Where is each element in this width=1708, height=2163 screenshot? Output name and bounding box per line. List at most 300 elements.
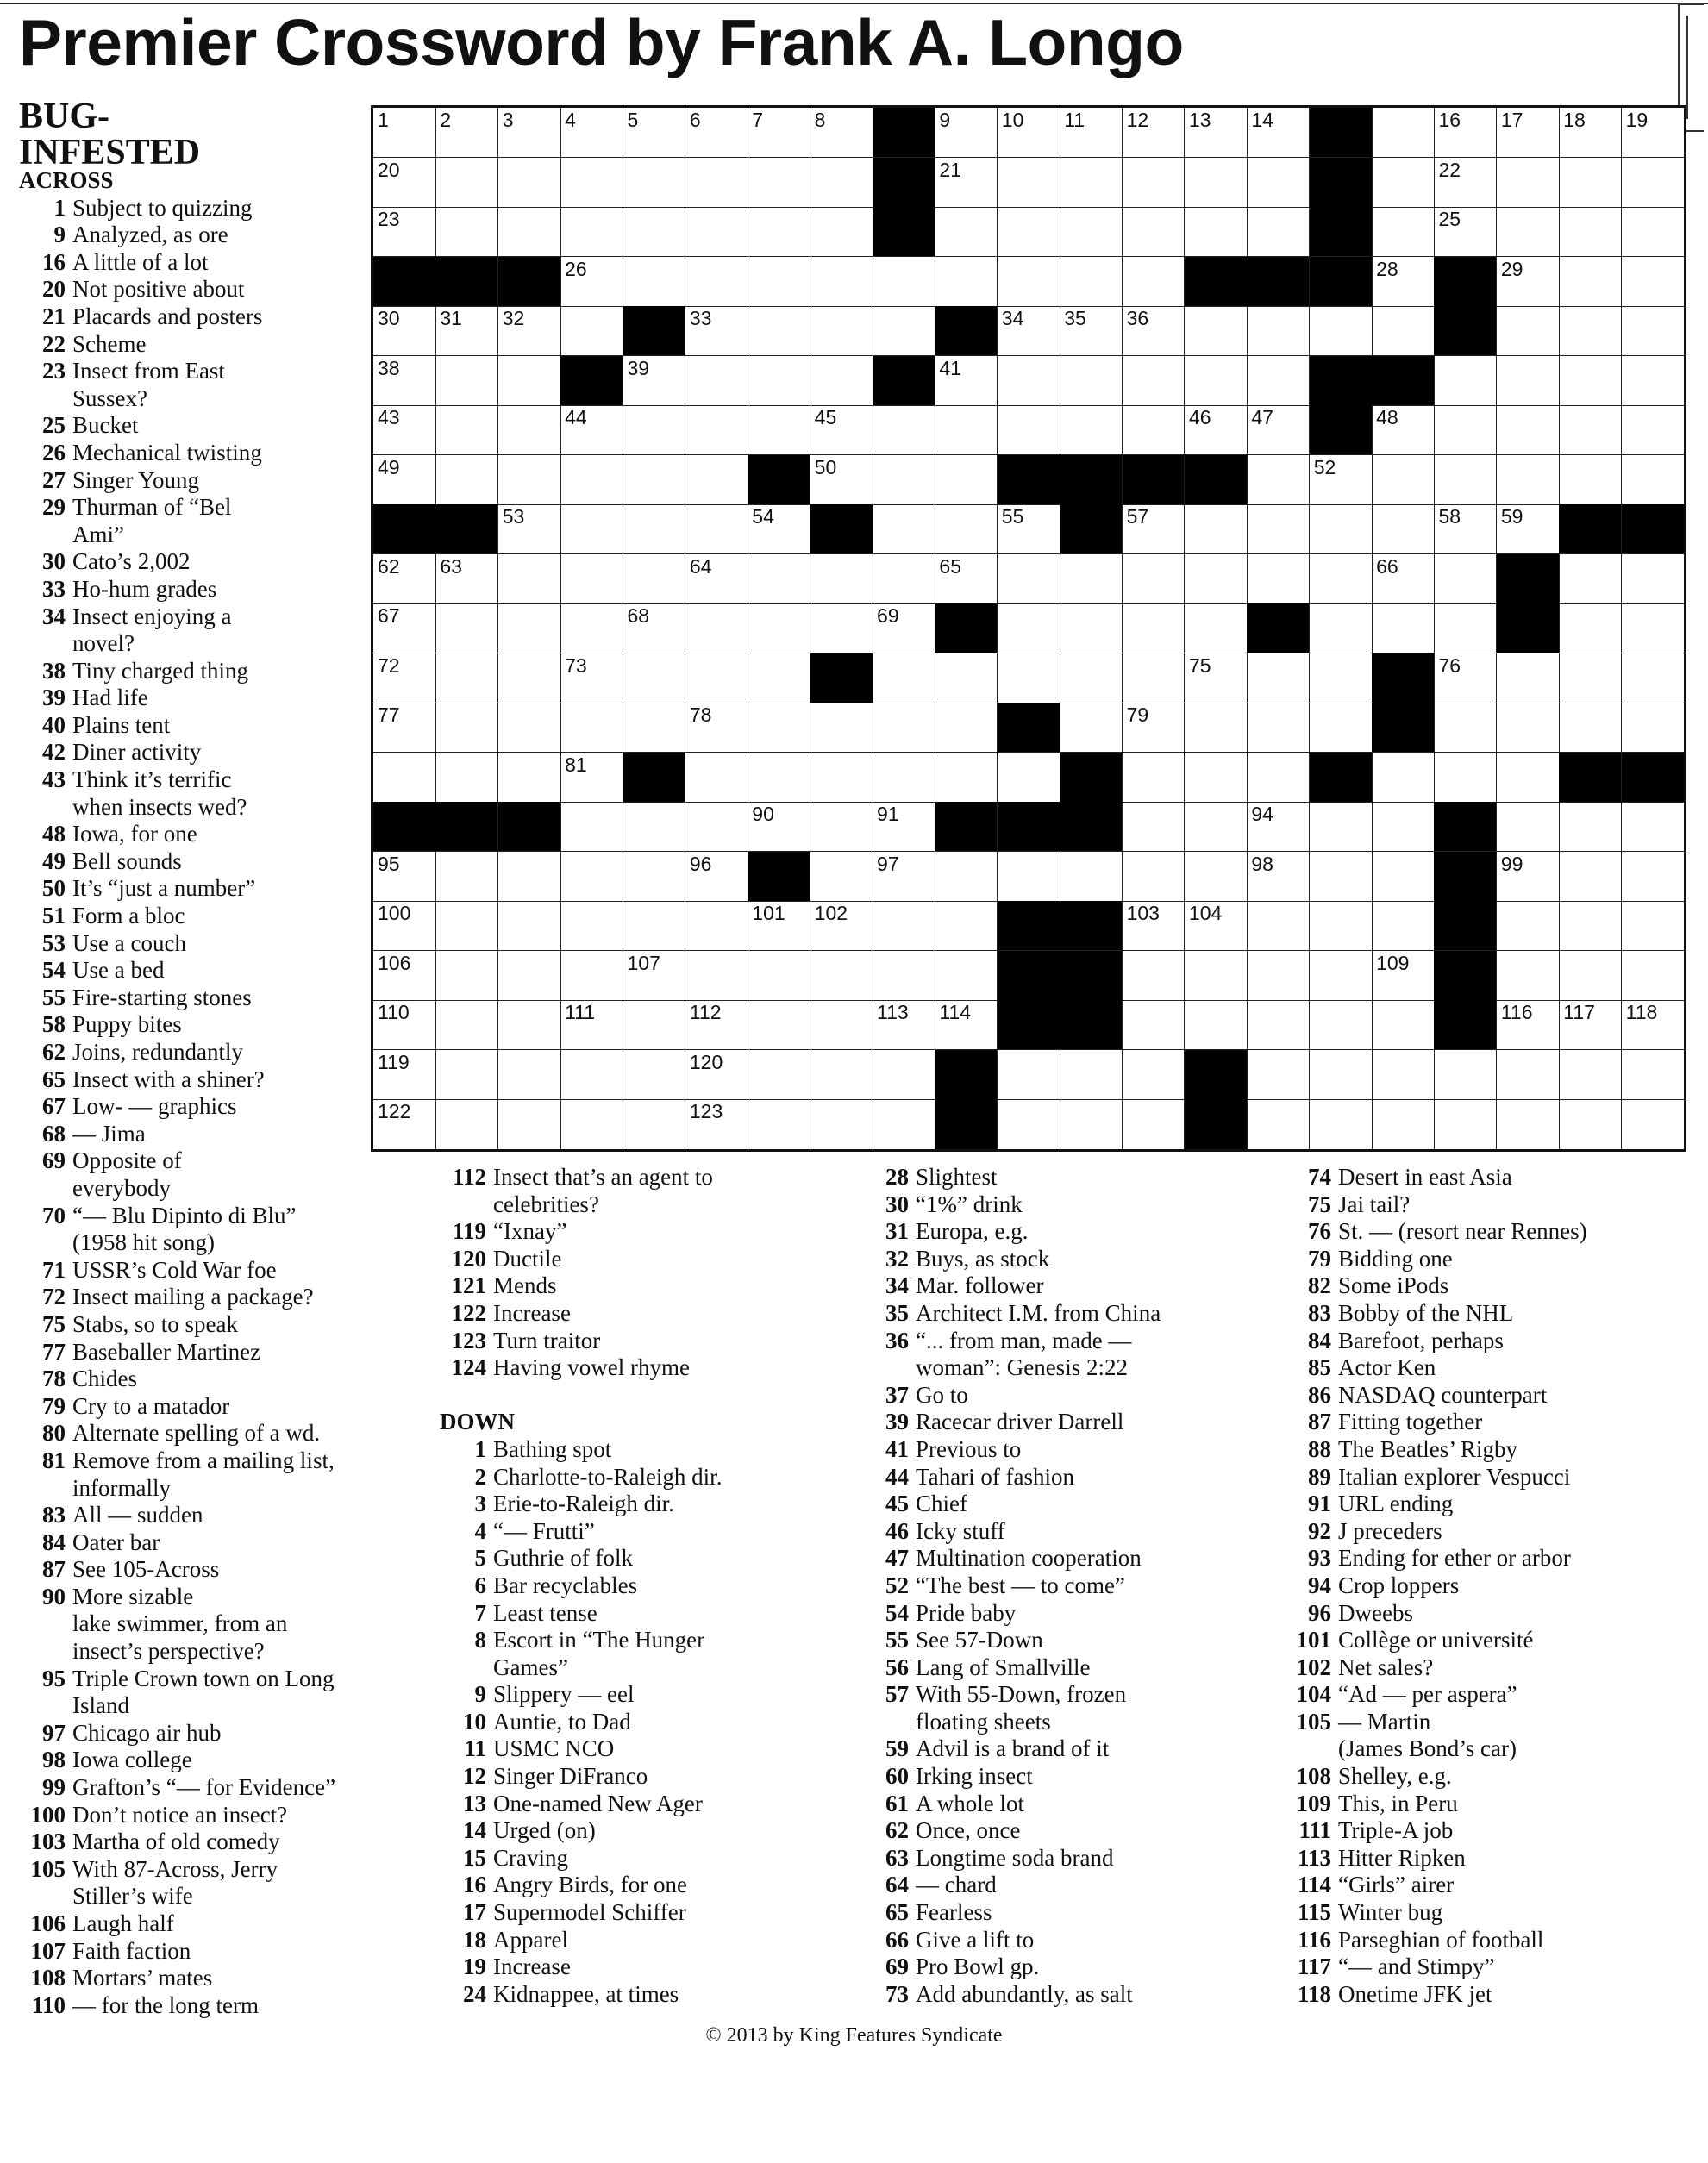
- grid-cell[interactable]: [1123, 405, 1186, 455]
- grid-cell[interactable]: [435, 1050, 498, 1100]
- grid-cell[interactable]: [623, 554, 686, 604]
- grid-cell[interactable]: [935, 405, 998, 455]
- grid-cell[interactable]: [1060, 158, 1123, 208]
- grid-cell[interactable]: [1123, 356, 1186, 406]
- grid-cell[interactable]: [1247, 1000, 1310, 1050]
- grid-cell[interactable]: [1310, 455, 1373, 505]
- grid-cell[interactable]: [1310, 1099, 1373, 1149]
- grid-cell[interactable]: [1185, 108, 1248, 158]
- grid-cell[interactable]: [1622, 455, 1685, 505]
- grid-cell[interactable]: [1622, 306, 1685, 356]
- grid-cell[interactable]: [748, 108, 810, 158]
- grid-cell[interactable]: [1123, 951, 1186, 1001]
- grid-cell[interactable]: [748, 257, 810, 307]
- grid-cell[interactable]: [1247, 455, 1310, 505]
- grid-cell[interactable]: [748, 1050, 810, 1100]
- grid-cell[interactable]: [1310, 504, 1373, 554]
- grid-cell[interactable]: [560, 703, 623, 753]
- grid-cell[interactable]: [998, 405, 1060, 455]
- grid-cell[interactable]: [1247, 703, 1310, 753]
- grid-cell[interactable]: [498, 653, 561, 703]
- grid-cell[interactable]: [623, 257, 686, 307]
- grid-cell[interactable]: [560, 504, 623, 554]
- grid-cell[interactable]: [1123, 504, 1186, 554]
- grid-cell[interactable]: [623, 108, 686, 158]
- grid-cell[interactable]: [1559, 405, 1622, 455]
- grid-cell[interactable]: [748, 504, 810, 554]
- grid-cell[interactable]: [623, 504, 686, 554]
- grid-cell[interactable]: [560, 852, 623, 902]
- grid-cell[interactable]: [1247, 951, 1310, 1001]
- grid-cell[interactable]: [1123, 158, 1186, 208]
- grid-cell[interactable]: [685, 852, 748, 902]
- grid-cell[interactable]: [748, 405, 810, 455]
- grid-cell[interactable]: [1372, 1000, 1435, 1050]
- grid-cell[interactable]: [935, 108, 998, 158]
- grid-cell[interactable]: [1559, 703, 1622, 753]
- grid-cell[interactable]: [935, 554, 998, 604]
- grid-cell[interactable]: [873, 753, 935, 803]
- grid-cell[interactable]: [810, 901, 873, 951]
- grid-cell[interactable]: [1123, 603, 1186, 653]
- grid-cell[interactable]: [1310, 703, 1373, 753]
- grid-cell[interactable]: [1310, 1000, 1373, 1050]
- grid-cell[interactable]: [685, 405, 748, 455]
- grid-cell[interactable]: [1372, 1099, 1435, 1149]
- grid-cell[interactable]: [435, 753, 498, 803]
- grid-cell[interactable]: [498, 504, 561, 554]
- grid-cell[interactable]: [435, 1000, 498, 1050]
- grid-cell[interactable]: [1247, 753, 1310, 803]
- grid-cell[interactable]: [560, 753, 623, 803]
- grid-cell[interactable]: [810, 802, 873, 852]
- grid-cell[interactable]: [1434, 504, 1497, 554]
- grid-cell[interactable]: [685, 554, 748, 604]
- grid-cell[interactable]: [1559, 1000, 1622, 1050]
- grid-cell[interactable]: [810, 455, 873, 505]
- grid-cell[interactable]: [1372, 306, 1435, 356]
- grid-cell[interactable]: [1060, 1050, 1123, 1100]
- grid-cell[interactable]: [810, 108, 873, 158]
- grid-cell[interactable]: [810, 257, 873, 307]
- grid-cell[interactable]: [873, 802, 935, 852]
- grid-cell[interactable]: [873, 852, 935, 902]
- grid-cell[interactable]: [1123, 753, 1186, 803]
- grid-cell[interactable]: [435, 158, 498, 208]
- grid-cell[interactable]: [435, 356, 498, 406]
- grid-cell[interactable]: [498, 356, 561, 406]
- grid-cell[interactable]: [1372, 753, 1435, 803]
- grid-cell[interactable]: [1372, 108, 1435, 158]
- grid-cell[interactable]: [1622, 653, 1685, 703]
- grid-cell[interactable]: [1372, 504, 1435, 554]
- grid-cell[interactable]: [1372, 455, 1435, 505]
- grid-cell[interactable]: [1185, 1000, 1248, 1050]
- grid-cell[interactable]: [498, 1099, 561, 1149]
- grid-cell[interactable]: [998, 1050, 1060, 1100]
- grid-cell[interactable]: [1622, 405, 1685, 455]
- grid-cell[interactable]: [1559, 653, 1622, 703]
- grid-cell[interactable]: [1185, 207, 1248, 257]
- grid-cell[interactable]: [623, 1099, 686, 1149]
- grid-cell[interactable]: [435, 1099, 498, 1149]
- grid-cell[interactable]: [748, 653, 810, 703]
- grid-cell[interactable]: [748, 1000, 810, 1050]
- grid-cell[interactable]: [498, 158, 561, 208]
- grid-cell[interactable]: [1123, 901, 1186, 951]
- grid-cell[interactable]: [1123, 1000, 1186, 1050]
- grid-cell[interactable]: [435, 703, 498, 753]
- grid-cell[interactable]: [623, 1050, 686, 1100]
- grid-cell[interactable]: [1060, 306, 1123, 356]
- grid-cell[interactable]: [748, 753, 810, 803]
- grid-cell[interactable]: [1123, 1099, 1186, 1149]
- grid-cell[interactable]: [498, 901, 561, 951]
- grid-cell[interactable]: [873, 653, 935, 703]
- grid-cell[interactable]: [1123, 108, 1186, 158]
- grid-cell[interactable]: [1185, 703, 1248, 753]
- grid-cell[interactable]: [1185, 405, 1248, 455]
- grid-cell[interactable]: [623, 802, 686, 852]
- grid-cell[interactable]: [560, 158, 623, 208]
- grid-cell[interactable]: [1247, 653, 1310, 703]
- grid-cell[interactable]: [1434, 703, 1497, 753]
- grid-cell[interactable]: [810, 405, 873, 455]
- grid-cell[interactable]: [1247, 802, 1310, 852]
- grid-cell[interactable]: [1434, 603, 1497, 653]
- grid-cell[interactable]: [1622, 703, 1685, 753]
- grid-cell[interactable]: [685, 504, 748, 554]
- grid-cell[interactable]: [998, 108, 1060, 158]
- grid-cell[interactable]: [1185, 901, 1248, 951]
- grid-cell[interactable]: [685, 653, 748, 703]
- grid-cell[interactable]: [1310, 852, 1373, 902]
- grid-cell[interactable]: [560, 901, 623, 951]
- grid-cell[interactable]: [1497, 653, 1560, 703]
- grid-cell[interactable]: [748, 306, 810, 356]
- grid-cell[interactable]: [1622, 207, 1685, 257]
- grid-cell[interactable]: [435, 603, 498, 653]
- grid-cell[interactable]: [935, 504, 998, 554]
- grid-cell[interactable]: [1310, 951, 1373, 1001]
- grid-cell[interactable]: [1372, 405, 1435, 455]
- grid-cell[interactable]: [1497, 207, 1560, 257]
- grid-cell[interactable]: [748, 554, 810, 604]
- grid-cell[interactable]: [498, 951, 561, 1001]
- grid-cell[interactable]: [1372, 852, 1435, 902]
- grid-cell[interactable]: [685, 1050, 748, 1100]
- grid-cell[interactable]: [560, 603, 623, 653]
- grid-cell[interactable]: [1123, 1050, 1186, 1100]
- grid-cell[interactable]: [873, 703, 935, 753]
- grid-cell[interactable]: [935, 703, 998, 753]
- grid-cell[interactable]: [1060, 554, 1123, 604]
- grid-cell[interactable]: [1559, 455, 1622, 505]
- grid-cell[interactable]: [623, 901, 686, 951]
- grid-cell[interactable]: [1622, 951, 1685, 1001]
- grid-cell[interactable]: [435, 405, 498, 455]
- grid-cell[interactable]: [560, 207, 623, 257]
- grid-cell[interactable]: [810, 951, 873, 1001]
- grid-cell[interactable]: [560, 653, 623, 703]
- grid-cell[interactable]: [1060, 108, 1123, 158]
- grid-cell[interactable]: [435, 901, 498, 951]
- grid-cell[interactable]: [560, 1050, 623, 1100]
- grid-cell[interactable]: [685, 356, 748, 406]
- grid-cell[interactable]: [1060, 257, 1123, 307]
- grid-cell[interactable]: [1434, 455, 1497, 505]
- grid-cell[interactable]: [1434, 356, 1497, 406]
- grid-cell[interactable]: [498, 554, 561, 604]
- grid-cell[interactable]: [1622, 802, 1685, 852]
- grid-cell[interactable]: [1060, 603, 1123, 653]
- grid-cell[interactable]: [1559, 554, 1622, 604]
- grid-cell[interactable]: [1123, 554, 1186, 604]
- grid-cell[interactable]: [435, 108, 498, 158]
- grid-cell[interactable]: [373, 108, 436, 158]
- grid-cell[interactable]: [935, 1000, 998, 1050]
- grid-cell[interactable]: [998, 554, 1060, 604]
- grid-cell[interactable]: [1622, 603, 1685, 653]
- grid-cell[interactable]: [1559, 306, 1622, 356]
- grid-cell[interactable]: [1247, 108, 1310, 158]
- grid-cell[interactable]: [1185, 951, 1248, 1001]
- grid-cell[interactable]: [1247, 852, 1310, 902]
- grid-cell[interactable]: [748, 207, 810, 257]
- grid-cell[interactable]: [623, 951, 686, 1001]
- grid-cell[interactable]: [1497, 504, 1560, 554]
- grid-cell[interactable]: [1060, 653, 1123, 703]
- grid-cell[interactable]: [873, 951, 935, 1001]
- grid-cell[interactable]: [1497, 901, 1560, 951]
- grid-cell[interactable]: [1497, 306, 1560, 356]
- grid-cell[interactable]: [1497, 753, 1560, 803]
- grid-cell[interactable]: [1372, 802, 1435, 852]
- grid-cell[interactable]: [1310, 802, 1373, 852]
- grid-cell[interactable]: [435, 455, 498, 505]
- grid-cell[interactable]: [873, 504, 935, 554]
- grid-cell[interactable]: [935, 158, 998, 208]
- grid-cell[interactable]: [810, 852, 873, 902]
- grid-cell[interactable]: [1185, 306, 1248, 356]
- grid-cell[interactable]: [1434, 1099, 1497, 1149]
- grid-cell[interactable]: [748, 603, 810, 653]
- grid-cell[interactable]: [1497, 703, 1560, 753]
- grid-cell[interactable]: [1434, 108, 1497, 158]
- grid-cell[interactable]: [1310, 653, 1373, 703]
- grid-cell[interactable]: [1497, 802, 1560, 852]
- grid-cell[interactable]: [873, 455, 935, 505]
- grid-cell[interactable]: [1622, 554, 1685, 604]
- grid-cell[interactable]: [685, 306, 748, 356]
- grid-cell[interactable]: [1559, 257, 1622, 307]
- grid-cell[interactable]: [1434, 653, 1497, 703]
- grid-cell[interactable]: [873, 603, 935, 653]
- grid-cell[interactable]: [1123, 802, 1186, 852]
- grid-cell[interactable]: [873, 257, 935, 307]
- grid-cell[interactable]: [873, 405, 935, 455]
- grid-cell[interactable]: [1372, 554, 1435, 604]
- grid-cell[interactable]: [435, 852, 498, 902]
- grid-cell[interactable]: [498, 207, 561, 257]
- grid-cell[interactable]: [685, 753, 748, 803]
- grid-cell[interactable]: [685, 802, 748, 852]
- grid-cell[interactable]: [685, 257, 748, 307]
- grid-cell[interactable]: [998, 603, 1060, 653]
- grid-cell[interactable]: [748, 951, 810, 1001]
- grid-cell[interactable]: [1434, 554, 1497, 604]
- grid-cell[interactable]: [560, 455, 623, 505]
- grid-cell[interactable]: [435, 951, 498, 1001]
- grid-cell[interactable]: [1559, 207, 1622, 257]
- grid-cell[interactable]: [1372, 901, 1435, 951]
- grid-cell[interactable]: [935, 951, 998, 1001]
- grid-cell[interactable]: [1372, 257, 1435, 307]
- grid-cell[interactable]: [1060, 356, 1123, 406]
- grid-cell[interactable]: [1559, 901, 1622, 951]
- grid-cell[interactable]: [998, 356, 1060, 406]
- grid-cell[interactable]: [935, 653, 998, 703]
- grid-cell[interactable]: [1372, 207, 1435, 257]
- grid-cell[interactable]: [810, 207, 873, 257]
- grid-cell[interactable]: [935, 356, 998, 406]
- grid-cell[interactable]: [1622, 356, 1685, 406]
- grid-cell[interactable]: [998, 653, 1060, 703]
- grid-cell[interactable]: [498, 108, 561, 158]
- grid-cell[interactable]: [1310, 603, 1373, 653]
- grid-cell[interactable]: [560, 951, 623, 1001]
- grid-cell[interactable]: [1247, 356, 1310, 406]
- grid-cell[interactable]: [810, 554, 873, 604]
- grid-cell[interactable]: [498, 603, 561, 653]
- grid-cell[interactable]: [685, 603, 748, 653]
- grid-cell[interactable]: [498, 703, 561, 753]
- grid-cell[interactable]: [1372, 158, 1435, 208]
- grid-cell[interactable]: [1434, 1050, 1497, 1100]
- grid-cell[interactable]: [748, 158, 810, 208]
- grid-cell[interactable]: [1497, 1000, 1560, 1050]
- grid-cell[interactable]: [748, 1099, 810, 1149]
- grid-cell[interactable]: [810, 703, 873, 753]
- grid-cell[interactable]: [1559, 951, 1622, 1001]
- grid-cell[interactable]: [1185, 753, 1248, 803]
- grid-cell[interactable]: [810, 356, 873, 406]
- grid-cell[interactable]: [1497, 852, 1560, 902]
- grid-cell[interactable]: [1434, 158, 1497, 208]
- grid-cell[interactable]: [1434, 405, 1497, 455]
- grid-cell[interactable]: [1497, 1099, 1560, 1149]
- grid-cell[interactable]: [1559, 1099, 1622, 1149]
- grid-cell[interactable]: [935, 207, 998, 257]
- grid-cell[interactable]: [1123, 306, 1186, 356]
- grid-cell[interactable]: [1247, 306, 1310, 356]
- grid-cell[interactable]: [998, 504, 1060, 554]
- grid-cell[interactable]: [873, 1050, 935, 1100]
- grid-cell[interactable]: [623, 158, 686, 208]
- grid-cell[interactable]: [1185, 802, 1248, 852]
- grid-cell[interactable]: [1123, 653, 1186, 703]
- grid-cell[interactable]: [935, 257, 998, 307]
- grid-cell[interactable]: [1247, 1099, 1310, 1149]
- grid-cell[interactable]: [810, 158, 873, 208]
- grid-cell[interactable]: [560, 306, 623, 356]
- grid-cell[interactable]: [1185, 158, 1248, 208]
- grid-cell[interactable]: [1559, 802, 1622, 852]
- grid-cell[interactable]: [1060, 207, 1123, 257]
- grid-cell[interactable]: [1622, 1099, 1685, 1149]
- grid-cell[interactable]: [1185, 356, 1248, 406]
- grid-cell[interactable]: [685, 108, 748, 158]
- grid-cell[interactable]: [935, 901, 998, 951]
- grid-cell[interactable]: [873, 1099, 935, 1149]
- grid-cell[interactable]: [1310, 901, 1373, 951]
- grid-cell[interactable]: [685, 901, 748, 951]
- grid-cell[interactable]: [1559, 1050, 1622, 1100]
- grid-cell[interactable]: [1497, 158, 1560, 208]
- grid-cell[interactable]: [1310, 554, 1373, 604]
- grid-cell[interactable]: [1247, 504, 1310, 554]
- grid-cell[interactable]: [810, 306, 873, 356]
- grid-cell[interactable]: [1559, 108, 1622, 158]
- grid-cell[interactable]: [1497, 951, 1560, 1001]
- grid-cell[interactable]: [998, 852, 1060, 902]
- grid-cell[interactable]: [498, 852, 561, 902]
- grid-cell[interactable]: [1247, 405, 1310, 455]
- grid-cell[interactable]: [873, 554, 935, 604]
- grid-cell[interactable]: [1622, 1050, 1685, 1100]
- grid-cell[interactable]: [1372, 951, 1435, 1001]
- grid-cell[interactable]: [1497, 405, 1560, 455]
- grid-cell[interactable]: [810, 1000, 873, 1050]
- grid-cell[interactable]: [435, 653, 498, 703]
- grid-cell[interactable]: [748, 901, 810, 951]
- grid-cell[interactable]: [1559, 603, 1622, 653]
- grid-cell[interactable]: [685, 158, 748, 208]
- grid-cell[interactable]: [623, 455, 686, 505]
- grid-cell[interactable]: [810, 1050, 873, 1100]
- grid-cell[interactable]: [560, 108, 623, 158]
- grid-cell[interactable]: [623, 703, 686, 753]
- grid-cell[interactable]: [498, 1050, 561, 1100]
- grid-cell[interactable]: [498, 306, 561, 356]
- grid-cell[interactable]: [998, 207, 1060, 257]
- grid-cell[interactable]: [873, 1000, 935, 1050]
- grid-cell[interactable]: [1497, 1050, 1560, 1100]
- grid-cell[interactable]: [935, 852, 998, 902]
- grid-cell[interactable]: [623, 653, 686, 703]
- grid-cell[interactable]: [1060, 405, 1123, 455]
- grid-cell[interactable]: [1247, 1050, 1310, 1100]
- grid-cell[interactable]: [1372, 1050, 1435, 1100]
- grid-cell[interactable]: [1123, 207, 1186, 257]
- grid-cell[interactable]: [810, 753, 873, 803]
- grid-cell[interactable]: [498, 753, 561, 803]
- grid-cell[interactable]: [623, 405, 686, 455]
- grid-cell[interactable]: [748, 802, 810, 852]
- grid-cell[interactable]: [748, 356, 810, 406]
- grid-cell[interactable]: [560, 1000, 623, 1050]
- grid-cell[interactable]: [810, 1099, 873, 1149]
- grid-cell[interactable]: [685, 207, 748, 257]
- grid-cell[interactable]: [1247, 554, 1310, 604]
- grid-cell[interactable]: [685, 1000, 748, 1050]
- grid-cell[interactable]: [1434, 207, 1497, 257]
- grid-cell[interactable]: [998, 1099, 1060, 1149]
- grid-cell[interactable]: [1185, 554, 1248, 604]
- grid-cell[interactable]: [1497, 356, 1560, 406]
- grid-cell[interactable]: [1559, 356, 1622, 406]
- grid-cell[interactable]: [1622, 158, 1685, 208]
